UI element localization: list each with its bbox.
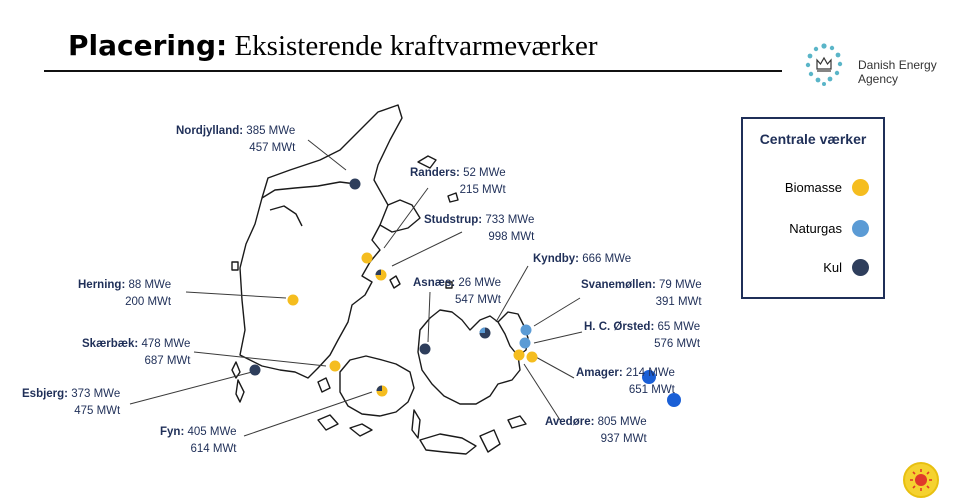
agency-name: Danish Energy Agency <box>858 58 937 86</box>
marker-randers <box>362 253 373 264</box>
biomasse-swatch <box>852 179 869 196</box>
marker-hc-orsted <box>520 338 531 349</box>
label-amager: Amager: 214 MWe 651 MWt <box>576 367 675 396</box>
label-hc-orsted: H. C. Ørsted: 65 MWe 576 MWt <box>584 321 701 350</box>
label-herning: Herning: 88 MWe 200 MWt <box>78 279 172 308</box>
marker-herning <box>288 295 299 306</box>
smiling-sun-icon <box>909 468 933 492</box>
label-skaerbaek: Skærbæk: 478 MWe 687 MWt <box>82 338 191 367</box>
marker-esbjerg <box>250 365 261 376</box>
legend-item-biomasse: Biomasse <box>785 179 869 196</box>
atomkraft-badge <box>903 462 939 498</box>
title-rest: Eksisterende kraftvarmeværker <box>227 30 598 62</box>
marker-svanemollen <box>521 325 532 336</box>
marker-amager <box>527 352 538 363</box>
label-esbjerg: Esbjerg: 373 MWe 475 MWt <box>22 388 121 417</box>
legend-item-naturgas: Naturgas <box>789 220 869 237</box>
label-svanemollen: Svanemøllen: 79 MWe 391 MWt <box>581 279 702 308</box>
marker-nordjylland <box>350 179 361 190</box>
label-randers: Randers: 52 MWe 215 MWt <box>410 167 506 196</box>
marker-avedore <box>514 350 525 361</box>
label-kyndby: Kyndby: 666 MWe <box>533 253 632 265</box>
marker-fyn <box>377 386 388 397</box>
label-nordjylland: Nordjylland: 385 MWe 457 MWt <box>176 125 296 154</box>
naturgas-swatch <box>852 220 869 237</box>
label-asnaes: Asnæs: 26 MWe 547 MWt <box>413 277 501 306</box>
title-bold: Placering: <box>68 29 228 62</box>
legend-box <box>741 117 885 299</box>
marker-asnaes <box>420 344 431 355</box>
legend-item-kul: Kul <box>823 259 869 276</box>
kul-swatch <box>852 259 869 276</box>
label-studstrup: Studstrup: 733 MWe 998 MWt <box>424 214 535 243</box>
label-fyn: Fyn: 405 MWe 614 MWt <box>160 426 237 455</box>
label-avedore: Avedøre: 805 MWe 937 MWt <box>545 416 647 445</box>
marker-skaerbaek <box>330 361 341 372</box>
legend-title: Centrale værker <box>759 131 867 147</box>
marker-kyndby <box>480 328 491 339</box>
marker-studstrup <box>376 270 387 281</box>
